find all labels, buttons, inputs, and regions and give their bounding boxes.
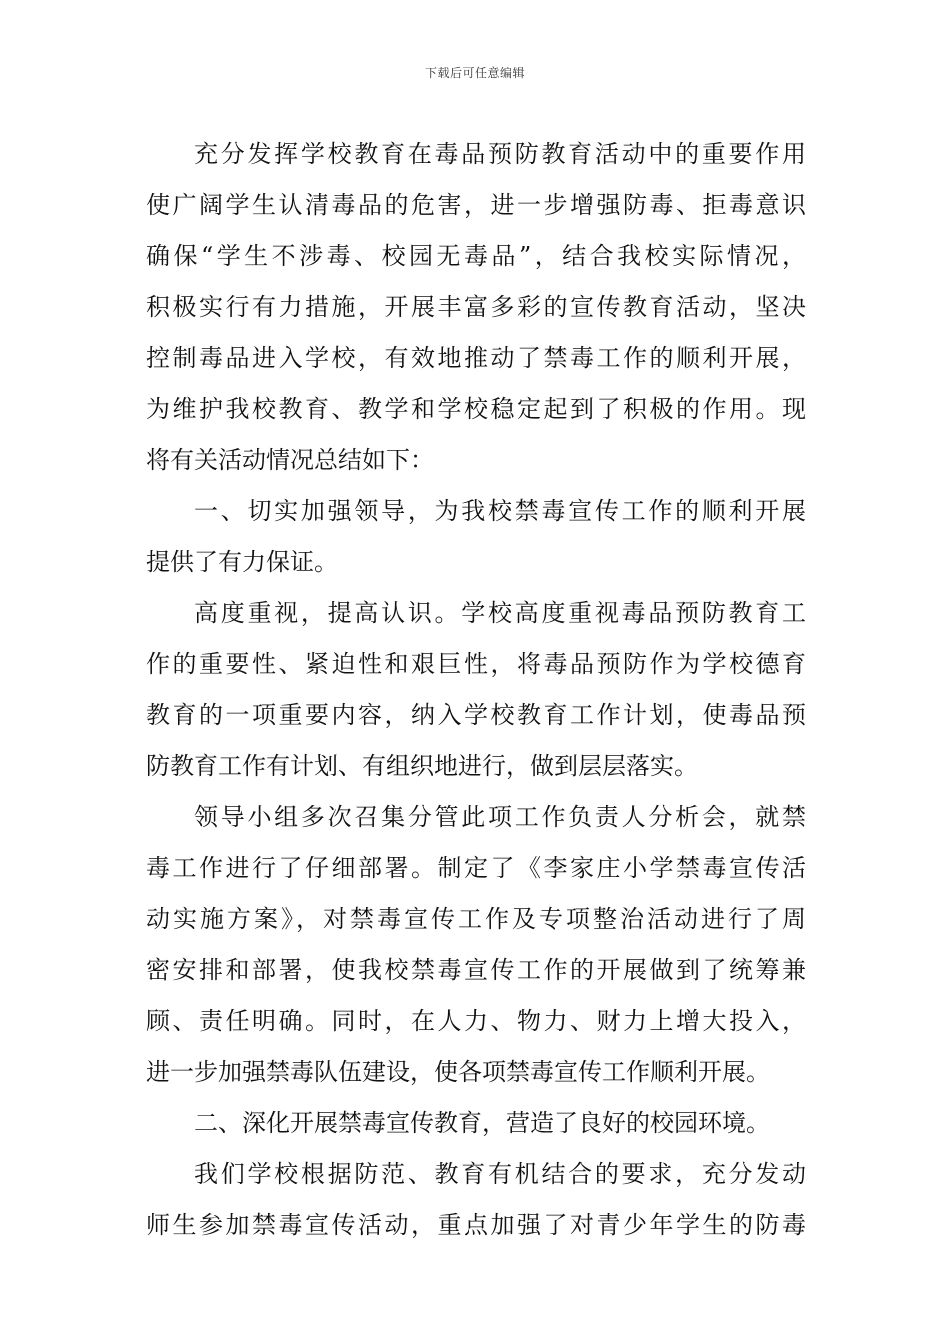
text-line: 密安排和部署，使我校禁毒宣传工作的开展做到了统筹兼 <box>146 956 806 984</box>
text-line: 教育的一项重要内容，纳入学校教育工作计划，使毒品预 <box>146 701 806 729</box>
text-line: 一、切实加强领导，为我校禁毒宣传工作的顺利开展 <box>194 497 806 525</box>
page-header: 下载后可任意编辑 <box>424 66 525 80</box>
text-line: 控制毒品进入学校，有效地推动了禁毒工作的顺利开展， <box>146 344 806 372</box>
text-line: 领导小组多次召集分管此项工作负责人分析会，就禁 <box>194 803 806 831</box>
text-line: 使广阔学生认清毒品的危害，进一步增强防毒、拒毒意识 <box>146 191 806 219</box>
document-body <box>146 129 806 1251</box>
text-line: 确保“学生不涉毒、校园无毒品”，结合我校实际情况， <box>146 242 806 270</box>
text-line: 将有关活动情况总结如下： <box>146 446 434 474</box>
text-line: 提供了有力保证。 <box>146 548 338 576</box>
text-line: 积极实行有力措施，开展丰富多彩的宣传教育活动，坚决 <box>146 293 806 321</box>
text-line: 动实施方案》，对禁毒宣传工作及专项整治活动进行了周 <box>146 905 806 933</box>
text-line: 作的重要性、紧迫性和艰巨性，将毒品预防作为学校德育 <box>146 650 806 678</box>
text-line: 毒工作进行了仔细部署。制定了《李家庄小学禁毒宣传活 <box>146 854 806 882</box>
text-line: 顾、责任明确。同时，在人力、物力、财力上增大投入， <box>146 1007 806 1035</box>
text-line: 高度重视，提高认识。学校高度重视毒品预防教育工 <box>194 599 806 627</box>
text-line: 二、深化开展禁毒宣传教育，营造了良好的校园环境。 <box>194 1109 770 1137</box>
text-line: 进一步加强禁毒队伍建设，使各项禁毒宣传工作顺利开展。 <box>146 1058 770 1086</box>
text-line: 我们学校根据防范、教育有机结合的要求，充分发动 <box>194 1160 806 1188</box>
text-line: 充分发挥学校教育在毒品预防教育活动中的重要作用 <box>194 140 806 168</box>
text-line: 师生参加禁毒宣传活动，重点加强了对青少年学生的防毒 <box>146 1211 806 1239</box>
text-line: 防教育工作有计划、有组织地进行，做到层层落实。 <box>146 752 698 780</box>
text-line: 为维护我校教育、教学和学校稳定起到了积极的作用。现 <box>146 395 806 423</box>
